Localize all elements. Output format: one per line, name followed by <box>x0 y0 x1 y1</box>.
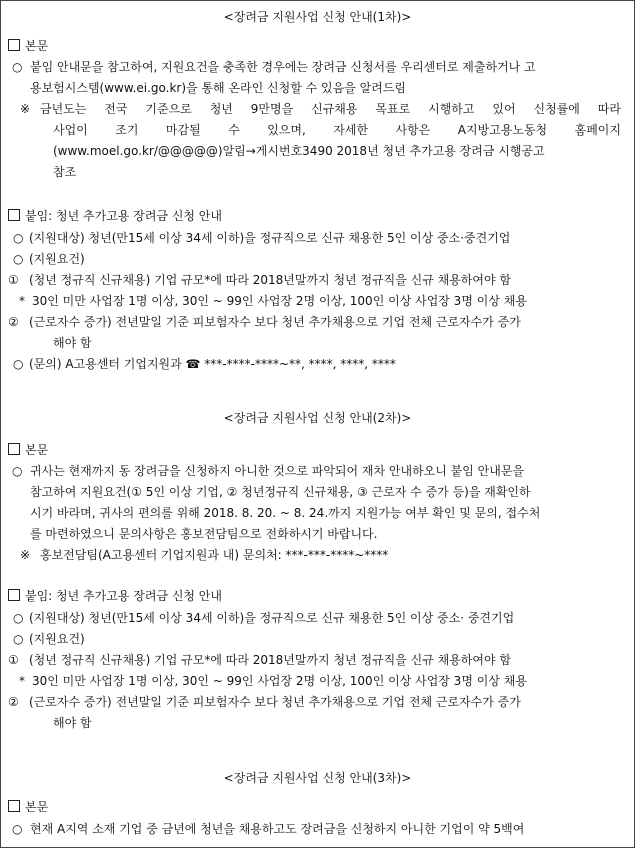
attachment-heading-text: 붙임: 청년 추가고용 장려금 신청 안내 <box>25 209 222 223</box>
item-text-line: 30인 미만 사업장 1명 이상, 30인 ~ 99인 사업장 2명 이상, 100인 이상 사업장 3명 이상 채용 <box>32 294 527 308</box>
item-marker: ※ <box>20 102 31 116</box>
attach-item <box>1 249 634 270</box>
item-marker: ※ <box>20 548 31 562</box>
body-item <box>1 461 634 545</box>
attachment-heading-text: 붙임: 청년 추가고용 장려금 신청 안내 <box>25 589 222 603</box>
item-text-line: (근로자수 증가) 전년말일 기준 피보험자수 보다 청년 추가채용으로 기업 전체 근로자수가 증가 <box>29 315 521 329</box>
item-marker: ○ <box>13 231 24 245</box>
item-text-line: 해야 함 <box>53 716 92 730</box>
body-item <box>1 99 634 183</box>
attach-item <box>1 291 634 312</box>
item-text-line: (지원요건) <box>29 252 85 266</box>
body-heading <box>1 37 48 56</box>
attach-item <box>1 692 634 734</box>
item-marker: ○ <box>12 60 23 74</box>
body-heading <box>1 798 48 817</box>
section-title: <장려금 지원사업 신청 안내(1차)> <box>223 10 412 24</box>
item-marker: ① <box>8 273 19 287</box>
checkbox-square-icon <box>8 800 20 812</box>
item-text-line: 해야 함 <box>53 336 92 350</box>
section-title: <장려금 지원사업 신청 안내(3차)> <box>223 771 412 785</box>
item-text-line: 붙임 안내문을 참고하여, 지원요건을 충족한 경우에는 장려금 신청서를 우리센터로 제출하거나 고 <box>30 60 536 74</box>
attach-item <box>1 312 634 354</box>
section-title: <장려금 지원사업 신청 안내(2차)> <box>223 411 412 425</box>
checkbox-square-icon <box>8 39 20 51</box>
item-text-line: 를 마련하였으니 문의사항은 홍보전담팀으로 전화하시기 바랍니다. <box>30 527 378 541</box>
item-marker: ① <box>8 653 19 667</box>
item-text-line: (청년 정규직 신규채용) 기업 규모*에 따라 2018년말까지 청년 정규직을 신규 채용하여야 함 <box>29 653 511 667</box>
attach-item <box>1 354 634 375</box>
attach-item <box>1 608 634 629</box>
attach-item <box>1 629 634 650</box>
item-marker: ○ <box>13 252 24 266</box>
item-text-line: (문의) A고용센터 기업지원과 ☎ ***-****-****~**, ****, ****, **** <box>29 357 396 371</box>
checkbox-square-icon <box>8 589 20 601</box>
item-text-line: (지원대상) 청년(만15세 이상 34세 이하)을 정규직으로 신규 채용한 5인 이상 중소· 중견기업 <box>29 611 515 625</box>
body-heading-text: 본문 <box>25 800 49 814</box>
item-text-line: (근로자수 증가) 전년말일 기준 피보험자수 보다 청년 추가채용으로 기업 전체 근로자수가 증가 <box>29 695 521 709</box>
item-marker: ○ <box>12 822 23 836</box>
body-heading-text: 본문 <box>25 443 49 457</box>
item-marker: * <box>19 674 25 688</box>
body-item <box>1 545 634 566</box>
item-text-line: 용보험시스템(www.ei.go.kr)을 통해 온라인 신청할 수 있음을 알려드림 <box>30 81 407 95</box>
item-text-line: 금년도는 전국 기준으로 청년 9만명을 신규채용 목표로 시행하고 있어 신청률에 따라 <box>40 102 621 116</box>
item-text-line: 현재 A지역 소재 기업 중 금년에 청년을 채용하고도 장려금을 신청하지 아니한 기업이 약 5백여 <box>30 822 525 836</box>
attachment-heading <box>1 207 222 226</box>
item-text-line: 참조 <box>53 165 77 179</box>
item-text-line: 30인 미만 사업장 1명 이상, 30인 ~ 99인 사업장 2명 이상, 100인 이상 사업장 3명 이상 채용 <box>32 674 527 688</box>
attach-item <box>1 671 634 692</box>
item-text-line: 참고하여 지원요건(① 5인 이상 기업, ② 청년정규직 신규채용, ③ 근로자 수 증가 등)을 재확인하 <box>30 485 531 499</box>
checkbox-square-icon <box>8 209 20 221</box>
attachment-heading <box>1 587 222 606</box>
item-marker: ○ <box>13 611 24 625</box>
attach-item <box>1 228 634 249</box>
attach-item <box>1 650 634 671</box>
body-item <box>1 57 634 99</box>
body-heading-text: 본문 <box>25 39 49 53</box>
item-marker: ② <box>8 315 19 329</box>
attach-item <box>1 270 634 291</box>
checkbox-square-icon <box>8 443 20 455</box>
item-marker: ② <box>8 695 19 709</box>
body-item <box>1 819 634 840</box>
item-text-line: 시기 바라며, 귀사의 편의를 위해 2018. 8. 20. ~ 8. 24.까지 지원가능 여부 확인 및 문의, 접수처 <box>30 506 541 520</box>
body-heading <box>1 441 48 460</box>
item-marker: ○ <box>13 357 24 371</box>
item-text-line: (청년 정규직 신규채용) 기업 규모*에 따라 2018년말까지 청년 정규직을 신규 채용하여야 함 <box>29 273 511 287</box>
item-text-line: (지원대상) 청년(만15세 이상 34세 이하)을 정규직으로 신규 채용한 5인 이상 중소·중견기업 <box>29 231 511 245</box>
item-text-line: 귀사는 현재까지 동 장려금을 신청하지 아니한 것으로 파악되어 재차 안내하오니 붙임 안내문을 <box>30 464 525 478</box>
item-marker: * <box>19 294 25 308</box>
item-marker: ○ <box>12 464 23 478</box>
item-text-line: 홍보전담팀(A고용센터 기업지원과 내) 문의처: ***-***-****~**** <box>40 548 389 562</box>
item-text-line: (www.moel.go.kr/@@@@@)알림→게시번호3490 2018년 청년 추가고용 장려금 시행공고 <box>53 144 545 158</box>
item-text-line: 사업이 조기 마감될 수 있으며, 자세한 사항은 A지방고용노동청 홈페이지 <box>53 123 621 137</box>
item-text-line: (지원요건) <box>29 632 85 646</box>
item-marker: ○ <box>13 632 24 646</box>
